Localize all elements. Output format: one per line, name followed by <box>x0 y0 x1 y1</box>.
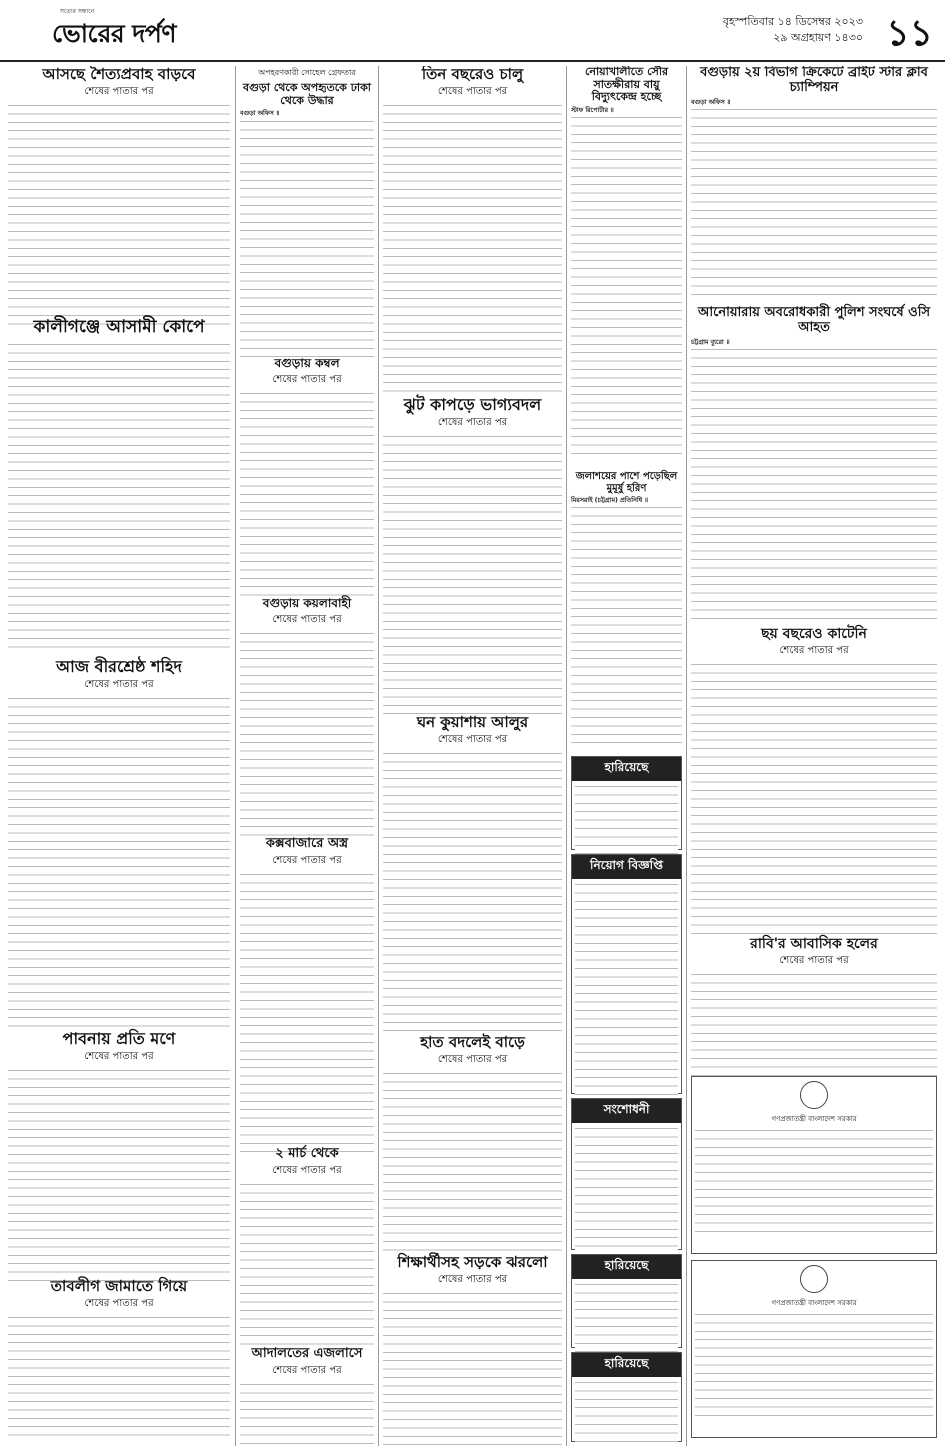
article-body <box>691 662 937 938</box>
article-c1 <box>383 66 562 396</box>
article-body <box>240 631 374 841</box>
notice-title: সংশোধনী <box>572 1099 681 1123</box>
article-a5 <box>8 1278 230 1438</box>
article-body <box>8 342 230 654</box>
continued-note: শেষের পাতার পর <box>437 1054 508 1066</box>
continued-note: শেষের পাতার পর <box>437 86 508 98</box>
continued-note: শেষের পাতার পর <box>272 854 342 866</box>
article-body <box>8 696 230 1034</box>
headline: ঝুট কাপড়ে ভাগ্যবদল <box>403 395 542 414</box>
article-body <box>240 119 374 359</box>
page-number: ১১ <box>886 13 933 54</box>
column-rule <box>566 66 567 1446</box>
notice-header: গণপ্রজাতন্ত্রী বাংলাদেশ সরকার <box>771 1115 857 1123</box>
article-b1 <box>240 67 374 357</box>
govt-notice-1 <box>691 1076 937 1254</box>
continued-note: শেষের পাতার পর <box>84 1298 154 1310</box>
logo-tagline: সত্যের সন্ধানে <box>60 8 95 15</box>
article-e1 <box>691 66 937 306</box>
pre-headline: অপহরণকারী সোহেল গ্রেফতার <box>258 68 356 77</box>
headline: বগুড়ায় কয়লাবাহী <box>262 596 352 610</box>
article-c2 <box>383 396 562 714</box>
article-e4 <box>691 936 937 1076</box>
article-b3 <box>240 597 374 837</box>
headline: কালীগঞ্জে আসামী কোপে <box>33 317 205 337</box>
column-a <box>8 66 230 1446</box>
headline: আজ বীরশ্রেষ্ঠ শহিদ <box>56 657 182 676</box>
continued-note: শেষের পাতার পর <box>437 417 508 429</box>
notice-body <box>575 784 678 854</box>
govt-notice-2 <box>691 1260 937 1438</box>
continued-note: শেষের পাতার পর <box>779 955 849 967</box>
article-body <box>383 434 562 718</box>
masthead <box>0 0 945 62</box>
continued-note: শেষের পাতার পর <box>84 679 154 691</box>
column-e <box>691 66 937 1446</box>
article-body <box>8 103 230 325</box>
article-body <box>383 1071 562 1257</box>
notice-title: হারিয়েছে <box>572 757 681 781</box>
headline: আনোয়ারায় অবরোধকারী পুলিশ সংঘর্ষে ওসি আহত <box>697 305 931 335</box>
article-body <box>240 391 374 601</box>
date-block <box>723 14 863 46</box>
headline: কক্সবাজারে অস্ত্র <box>265 836 349 851</box>
continued-note: শেষের পাতার পর <box>437 1274 508 1286</box>
article-body <box>691 972 937 1078</box>
headline: পাবনায় প্রতি মণে <box>62 1029 176 1048</box>
headline: জলাশয়ের পাশে পড়েছিল মুমূর্ষু হরিণ <box>575 471 678 494</box>
notice-title: হারিয়েছে <box>572 1353 681 1377</box>
notice-body <box>695 1312 933 1422</box>
article-e2 <box>691 306 937 626</box>
notice-header: গণপ্রজাতন্ত্রী বাংলাদেশ সরকার <box>771 1299 857 1307</box>
article-b2 <box>240 357 374 597</box>
continued-note: শেষের পাতার পর <box>84 1051 154 1063</box>
notice-lost-1 <box>571 756 682 850</box>
article-a1 <box>8 66 230 318</box>
headline: আসছে শৈত্যপ্রবাহ বাড়বে <box>42 66 196 83</box>
article-body <box>691 107 937 302</box>
article-c3 <box>383 714 562 1034</box>
column-c <box>383 66 562 1446</box>
headline: ছয় বছরেও কাটেনি <box>761 626 867 642</box>
column-b <box>240 66 374 1446</box>
headline: তাবলীগ জামাতে গিয়ে <box>50 1277 188 1295</box>
headline: শিক্ষার্থীসহ সড়কে ঝরলো <box>397 1253 548 1271</box>
byline: মিরসরাই (চট্টগ্রাম) প্রতিনিধি ॥ <box>571 497 648 504</box>
article-body <box>571 115 682 455</box>
column-rule <box>378 66 379 1446</box>
article-d2 <box>571 471 682 756</box>
headline: ২ মার্চ থেকে <box>275 1146 339 1161</box>
article-b5 <box>240 1147 374 1347</box>
notice-body <box>575 1282 678 1352</box>
date-english: বৃহস্পতিবার ১৪ ডিসেম্বর ২০২৩ <box>722 15 863 28</box>
continued-note: শেষের পাতার পর <box>272 1364 342 1376</box>
byline: স্টাফ রিপোর্টার ॥ <box>571 106 614 114</box>
byline: বগুড়া অফিস ॥ <box>240 110 280 118</box>
article-body <box>240 1182 374 1352</box>
article-body <box>383 751 562 1037</box>
column-rule <box>235 66 236 1446</box>
notice-recruitment <box>571 854 682 1094</box>
article-body <box>571 505 682 745</box>
notice-body <box>575 882 678 1096</box>
continued-note: শেষের পাতার পর <box>272 613 342 625</box>
continued-note: শেষের পাতার পর <box>779 645 849 657</box>
continued-note: শেষের পাতার পর <box>437 734 508 746</box>
notice-body <box>695 1128 933 1238</box>
notice-body <box>575 1380 678 1444</box>
article-body <box>8 1315 230 1440</box>
continued-note: শেষের পাতার পর <box>272 1164 342 1176</box>
article-d1 <box>571 66 682 471</box>
article-c5 <box>383 1254 562 1444</box>
article-b4 <box>240 837 374 1147</box>
headline: নোয়াখালীতে সৌর সাতক্ষীরায় বায়ু বিদ্যুৎকেন্দ্র হচ্ছে <box>584 66 669 104</box>
notice-lost-3 <box>571 1352 682 1442</box>
article-c4 <box>383 1034 562 1254</box>
article-body <box>240 872 374 1152</box>
headline: রাবি'র আবাসিক হলের <box>750 936 878 952</box>
article-body <box>383 1291 562 1446</box>
notice-title: হারিয়েছে <box>572 1255 681 1279</box>
headline: আদালতের এজলাসে <box>251 1346 363 1361</box>
article-e3 <box>691 626 937 936</box>
headline: তিন বছরেও চালু <box>421 66 524 83</box>
govt-emblem-icon <box>800 1265 828 1293</box>
notice-title: নিয়োগ বিজ্ঞপ্তি <box>572 855 681 879</box>
continued-note: শেষের পাতার পর <box>272 373 342 385</box>
notice-body <box>575 1126 678 1252</box>
headline: বগুড়া থেকে অপহৃতকে ঢাকা থেকে উদ্ধার <box>243 81 371 107</box>
govt-emblem-icon <box>800 1081 828 1109</box>
headline: ঘন কুয়াশায় আলুর <box>416 713 529 731</box>
byline: বগুড়া অফিস ॥ <box>691 98 731 106</box>
article-a3 <box>8 658 230 1030</box>
headline: হাত বদলেই বাড়ে <box>420 1033 525 1051</box>
date-bangla: ২৯ অগ্রহায়ণ ১৪৩০ <box>773 31 863 44</box>
headline: বগুড়ায় কম্বল <box>274 356 340 370</box>
article-a2 <box>8 318 230 658</box>
notice-lost-2 <box>571 1254 682 1348</box>
article-body <box>691 347 937 623</box>
article-body <box>8 1068 230 1282</box>
article-body <box>240 1382 374 1446</box>
headline: বগুড়ায় ২য় বিভাগ ক্রিকেটে ব্রাইট স্টার ক্লাব চ্যাম্পিয়ন <box>700 66 928 95</box>
column-d <box>571 66 682 1446</box>
byline: চট্টগ্রাম ব্যুরো ॥ <box>691 338 730 346</box>
column-rule <box>686 66 687 1446</box>
continued-note: শেষের পাতার পর <box>84 86 154 98</box>
article-b6 <box>240 1347 374 1446</box>
article-body <box>383 103 562 399</box>
notice-correction <box>571 1098 682 1250</box>
newspaper-logo: ভোরের দর্পণ <box>52 19 176 48</box>
article-a4 <box>8 1030 230 1278</box>
